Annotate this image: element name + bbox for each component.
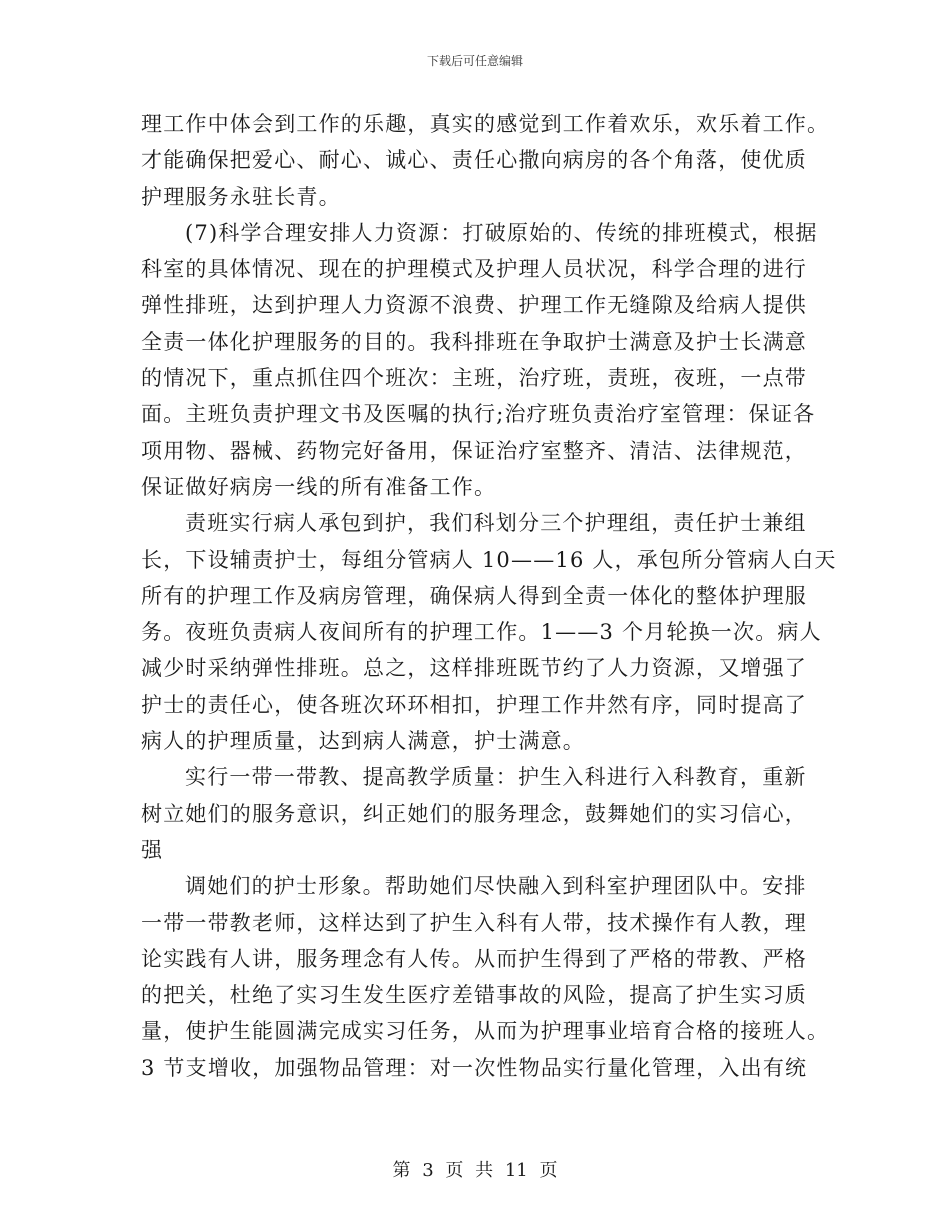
text-line: 的情况下，重点抓住四个班次：主班，治疗班，责班，夜班，一点带 [141, 366, 807, 391]
text-line: 论实践有人讲，服务理念有人传。从而护生得到了严格的带教、严格 [141, 946, 807, 971]
text-line: 科室的具体情况、现在的护理模式及护理人员状况，科学合理的进行 [141, 257, 807, 282]
text-line: 减少时采纳弹性排班。总之，这样排班既节约了人力资源，又增强了 [141, 656, 807, 681]
text-line: 所有的护理工作及病房管理，确保病人得到全责一体化的整体护理服 [141, 583, 807, 608]
text-line: 护理服务永驻长青。 [141, 184, 341, 209]
text-line: 保证做好病房一线的所有准备工作。 [141, 474, 497, 499]
text-line: 全责一体化护理服务的目的。我科排班在争取护士满意及护士长满意 [141, 329, 807, 354]
text-line: 长，下设辅责护士，每组分管病人 10——16 人，承包所分管病人白天 [141, 547, 837, 572]
text-line: 护士的责任心，使各班次环环相扣，护理工作井然有序，同时提高了 [141, 692, 807, 717]
text-line: 面。主班负责护理文书及医嘱的执行;治疗班负责治疗室管理：保证各 [141, 402, 816, 427]
document-body [141, 106, 837, 1086]
page-number: 第 3 页 共 11 页 [392, 1160, 558, 1181]
text-line: 才能确保把爱心、耐心、诚心、责任心撒向病房的各个角落，使优质 [141, 148, 807, 173]
text-line: (7)科学合理安排人力资源：打破原始的、传统的排班模式，根据 [185, 220, 818, 245]
text-line: 弹性排班，达到护理人力资源不浪费、护理工作无缝隙及给病人提供 [141, 293, 807, 318]
text-line: 责班实行病人承包到护，我们科划分三个护理组，责任护士兼组 [185, 511, 807, 536]
text-line: 务。夜班负责病人夜间所有的护理工作。1——3 个月轮换一次。病人 [141, 620, 822, 645]
text-line: 调她们的护士形象。帮助她们尽快融入到科室护理团队中。安排 [185, 874, 807, 899]
text-line: 量，使护生能圆满完成实习任务，从而为护理事业培育合格的接班人。 [141, 1019, 830, 1044]
text-line: 病人的护理质量，达到病人满意，护士满意。 [141, 729, 585, 754]
text-line: 实行一带一带教、提高教学质量：护生入科进行入科教育，重新 [185, 765, 807, 790]
page-header: 下载后可任意编辑 [426, 54, 523, 68]
text-line: 一带一带教老师，这样达到了护生入科有人带，技术操作有人教，理 [141, 910, 807, 935]
text-line: 项用物、器械、药物完好备用，保证治疗室整齐、清洁、法律规范， [141, 438, 807, 463]
text-line: 的把关，杜绝了实习生发生医疗差错事故的风险，提高了护生实习质 [141, 983, 807, 1008]
text-line: 树立她们的服务意识，纠正她们的服务理念，鼓舞她们的实习信心， [141, 801, 807, 826]
text-line: 3 节支增收，加强物品管理：对一次性物品实行量化管理，入出有统 [141, 1055, 808, 1080]
text-line: 理工作中体会到工作的乐趣，真实的感觉到工作着欢乐，欢乐着工作。 [141, 112, 830, 136]
text-line: 强 [141, 837, 164, 862]
